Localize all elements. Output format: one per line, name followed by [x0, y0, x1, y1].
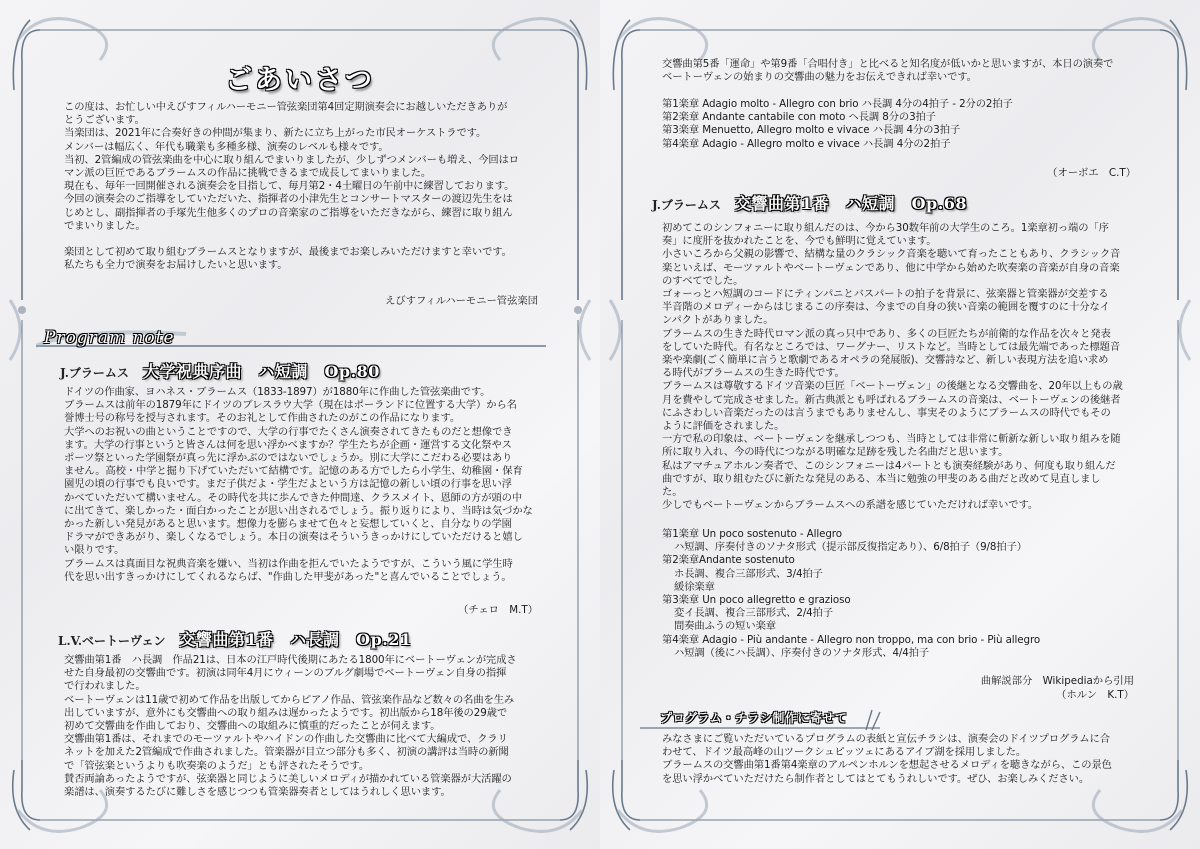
piece1-line: ブラームスは前年の1879年にドイツのブレスラウ大学（現在はポーランドに位置する大学）から名 [64, 399, 517, 412]
piece3-line: のすべてでした。 [662, 274, 744, 287]
piece1-line: かった新しい発見があると思います。想像力を膨らませて色々と妄想していくと、自分なりの学園 [64, 518, 512, 531]
piece2-work: 交響曲第1番 ハ長調 Op.21 [179, 630, 412, 649]
piece1-line: ドラマができあがり、楽しくなるでしょう。本日の演奏はそういうきっかけにしていただけると嬉し [64, 531, 523, 544]
movement-title: 第2楽章Andante sostenuto [662, 554, 795, 567]
piece3-line: 月を費やして完成させました。新古典派とも呼ばれるブラームスの音楽は、ベートーヴェンの後継者 [662, 393, 1121, 406]
greeting-title: ごあいさつ [225, 65, 375, 96]
piece2-line: 交響曲第1番は、それまでのモーツァルトやハイドンの作曲した交響曲に比べて大編成で、クラリ [64, 733, 508, 746]
greeting-signature: えびすフィルハーモニー管弦楽団 [385, 295, 538, 307]
piece2-line: せた自身最初の交響曲です。初演は同年4月にウィーンのブルグ劇場でベートーヴェン自身の指揮 [64, 667, 507, 680]
piece3-line: ように評価をされました。 [662, 420, 785, 433]
piece3-work: 交響曲第1番 ハ短調 Op.68 [734, 194, 968, 213]
piece3-line: 小さいころから父親の影響で、結構な量のクラシック音楽を聴いて育ったこともあり、クラシック音 [662, 248, 1121, 261]
piece3-line: 私はアマチュアホルン奏者で、このシンフォニーは4パートとも演奏経験があり、何度も取り組んだ [662, 459, 1116, 472]
flyer-line: ブラームスの交響曲第1番第4楽章のアルペンホルンを想起させるメロディを聴きながら、この景色 [662, 759, 1112, 772]
piece3-line: 楽といえば、モーツァルトやベートーヴェンであり、他に中学から始めた吹奏楽の音楽が自身の音楽 [662, 261, 1120, 274]
piece3-line: をしていた時代。有名なところでは、ワーグナー、リストなど。当時としては最先端であった標題音 [662, 340, 1121, 353]
piece3-movements [662, 528, 1162, 660]
piece1-signature: （チェロ M.T） [458, 604, 538, 616]
piece3-line: 初めてこのシンフォニーに取り組んだのは、今から30数年前の大学生のころ。1楽章初っ端の「序 [662, 222, 1109, 234]
piece3-line: ブラームスは尊敬するドイツ音楽の巨匠「ベートーヴェン」の後継となる交響曲を、20年以上もの歳 [662, 380, 1123, 393]
piece1-work: 大学祝典序曲 ハ短調 Op.80 [142, 362, 380, 381]
piece2-cont-line: ベートーヴェンの始まりの交響曲の魅力をお伝えできれば幸いです。 [662, 71, 977, 84]
piece3-line: にふさわしい音楽だったのは言うまでもありませんし、事実そのようにブラームスの時代でもその [662, 406, 1111, 419]
piece3-signature: （ホルン K.T） [1056, 689, 1134, 701]
piece3-heading [652, 191, 967, 214]
piece3-line: た。 [662, 486, 683, 499]
piece2-cont-line: 交響曲第5番「運命」や第9番「合唱付き」と比べると知名度が低いかと思いますが、本日の演奏で [662, 58, 1114, 70]
piece1-line: い限りです。 [64, 544, 125, 557]
wikipedia-citation: 曲解説部分 Wikipediaから引用 [980, 675, 1134, 687]
piece1-line: かべていただいて構いません。その時代を共に歩んできた仲間達、クラスメイト、恩師の方が頭の中 [64, 491, 523, 504]
piece1-composer: J.ブラームス [60, 366, 129, 380]
piece3-line: る時代がブラームスの生きた時代です。 [662, 367, 845, 380]
greeting-line: この度は、お忙しい中えびすフィルハーモニー管弦楽団第4回定期演奏会にお越しいただきありが [64, 101, 508, 113]
piece2-continued-body [662, 58, 1162, 84]
piece3-line: 半音階のメロディーからはじまるこの序奏は、今までの自身の狭い音楽の範囲を覆すのに十分なイ [662, 301, 1110, 314]
piece3-line: 一方で私の印象は、ベートーヴェンを継承しつつも、当時としては非常に斬新な新しい取り組みを随 [662, 433, 1121, 446]
movement-title: 第4楽章 Adagio - Più andante - Allegro non troppo, ma con brio - Più allegro [662, 633, 1041, 646]
piece1-line: 誉博士号の称号を授与されます。そのお礼として作曲されたのがこの作品になります。 [64, 412, 461, 425]
piece1-line: ブラームスは真面目な祝典音楽を嫌い、当初は作曲を拒んでいたようですが、こういう風に学生時 [64, 557, 513, 570]
piece3-line: 所に取り入れ、今の時代につながる明確な足跡を残した名曲だと思います。 [662, 446, 1009, 459]
greeting-line: メンバーは幅広く、年代も職業も多種多様、演奏のレベルも様々です。 [64, 140, 389, 153]
movement-detail: 緩徐楽章 [674, 580, 715, 593]
piece2-signature: （オーボエ C.T） [1047, 167, 1136, 179]
piece1-line: 園児の頃の行事でも良いです。まだ子供だよ・学生だよという方は記憶の新しい頃の行事を思い浮 [64, 478, 512, 491]
piece1-line: ポーツ祭といった学園祭が真っ先に浮かぶのではないでしょうか。別に大学にこだわる必要はあり [64, 452, 513, 465]
greeting-line: じめとし、副指揮者の手塚先生他多くのプロの音楽家のご指導をいただきながら、練習に取り組ん [64, 206, 513, 219]
piece2-line: で「管弦楽というよりも吹奏楽のようだ」とも評されたそうです。 [64, 759, 370, 772]
piece2-heading [58, 627, 412, 650]
flyer-line: を思い浮かべていただけたら制作者としてはとてもうれしいです。ぜひ、お楽しみください。 [662, 772, 1090, 785]
piece2-line: 初めて交響曲を作曲しており、交響曲への取組みに慎重的だったことが伺えます。 [64, 720, 441, 733]
greeting-line: 楽団として初めて取り組むブラームスとなりますが、最後までお楽しみいただけますと幸いです。 [64, 246, 512, 259]
piece2-line: 賛否両論あったようですが、弦楽器と同じように美しいメロディが描かれている管楽器が大活躍の [64, 772, 512, 785]
piece3-body [662, 222, 1162, 512]
movement-detail: 間奏曲ふうの短い楽章 [674, 620, 776, 633]
movement-line: 第4楽章 Adagio - Allegro molto e vivace ハ長調 4分の2拍子 [662, 137, 951, 150]
piece3-line: 奏」に度肝を抜かれたことを、今でも鮮明に覚えています。 [662, 235, 937, 248]
piece1-line: ます。大学の行事というと皆さんは何を思い浮かべますか？学生たちが企画・運営する文化祭やス [64, 438, 512, 451]
piece1-line: 代を思い出すきっかけにしてくれるならば、"作曲した甲斐があった"と喜んでいることでしょう。 [64, 570, 512, 583]
piece2-movements [662, 98, 1162, 151]
piece2-body [64, 654, 556, 799]
piece1-heading [60, 359, 380, 382]
movement-title: 第1楽章 Un poco sostenuto - Allegro [662, 528, 842, 540]
greeting-line: 当初、2管編成の管弦楽曲を中心に取り組んでまいりましたが、少しずつメンバーも増え、今回はロ [64, 153, 520, 166]
flyer-line: みなさまにご覧いただいているプログラムの表紙と宣伝チラシは、演奏会のドイツプログラムに合 [662, 733, 1110, 745]
piece2-line: ネットを加えた2管編成で作曲されました。管楽器が目立つ部分も多く、初演の講評は当時の新聞 [64, 746, 509, 759]
greeting-line: でまいりました。 [64, 219, 146, 232]
flyer-body [662, 733, 1162, 786]
piece3-composer: J.ブラームス [652, 198, 721, 212]
piece1-body [64, 386, 556, 584]
greeting-line [64, 233, 554, 246]
flyer-line: わせて、ドイツ最高峰の山ツークシュピッツェにあるアイブ湖を採用しました。 [662, 746, 1027, 759]
greeting-body [64, 101, 554, 273]
movement-detail: ハ短調（後にハ長調）、序奏付きのソナタ形式、4/4拍子 [674, 646, 930, 659]
piece3-line: ンパクトがありました。 [662, 314, 774, 327]
greeting-line: マン派の巨匠であるブラームスの作品に挑戦できるまで成長してまいりました。 [64, 167, 432, 180]
piece3-line: 曲ですが、取り組むたびに新たな発見のある、本当に勉強の甲斐のある曲だと改めて見直しまし [662, 472, 1101, 485]
piece2-line: 楽譜は、演奏するたびに難しさを感じつつも管楽器奏者としてはうれしく思います。 [64, 786, 451, 799]
right-page [600, 0, 1200, 849]
piece2-line: 交響曲第1番 ハ長調 作品21は、日本の江戸時代後期にあたる1800年にベートーヴェンが完成さ [64, 654, 517, 666]
movement-line: 第1楽章 Adagio molto - Allegro con brio ハ長調 4分の4拍子 - 2分の2拍子 [662, 98, 1013, 110]
piece1-line: に出てきて、楽しかった・面白かったことが思い出されるでしょう。振り返りにより、当時は気づかな [64, 504, 533, 517]
piece3-line: ブラームスの生きた時代ロマン派の真っ只中であり、多くの巨匠たちが前衛的な作品を次々と発表 [662, 327, 1111, 340]
greeting-line: 私たちも全力で演奏をお届けしたいと思います。 [64, 259, 288, 272]
program-note-title: Program note [44, 328, 175, 348]
piece1-line: ドイツの作曲家、ヨハネス・ブラームス（1833-1897）が1880年に作曲した管弦楽曲です。 [64, 386, 491, 398]
piece3-line: ゴォーっとハ短調のコードにティンパニとバスパートの拍子を背景に、弦楽器と管楽器が交差する [662, 288, 1109, 301]
piece2-line: で行われました。 [64, 680, 146, 693]
piece3-line: 少しでもベートーヴェンからブラームスへの系譜を感じていただければ幸いです。 [662, 499, 1039, 512]
piece2-line: ベートーヴェンは11歳で初めて作品を出版してからピアノ作品、管弦楽作品など数々の名曲を生み [64, 693, 515, 706]
movement-line: 第2楽章 Andante cantabile con moto ヘ長調 8分の3拍子 [662, 111, 936, 124]
greeting-line: 現在も、毎年一回開催される演奏会を目指して、毎月第2・4土曜日の午前中に練習しております。 [64, 180, 515, 193]
piece2-composer: L.V.ベートーヴェン [58, 634, 166, 648]
greeting-line: 今回の演奏会のご指導をしていただいた、指揮者の小津先生とコンサートマスターの渡辺先生をは [64, 193, 513, 206]
movement-detail: ハ短調、序奏付きのソナタ形式（提示部反復指定あり）、6/8拍子（9/8拍子） [674, 541, 1027, 554]
greeting-line: 当楽団は、2021年に合奏好きの仲間が集まり、新たに立ち上がった市民オーケストラです。 [64, 127, 487, 140]
piece1-line: ません。高校・中学と掘り下げていただいて結構です。記憶のある方でしたら小学生、幼稚園・保育 [64, 465, 523, 478]
movement-title: 第3楽章 Un poco allegretto e grazioso [662, 594, 851, 607]
flyer-heading: プログラム・チラシ制作に寄せて [660, 711, 848, 725]
movement-line: 第3楽章 Menuetto, Allegro molto e vivace ハ長調 4分の3拍子 [662, 124, 961, 137]
piece2-line: 出していますが、意外にも交響曲への取り組みは遅かったようです。初出版から18年後の29歳で [64, 706, 508, 719]
movement-detail: ホ長調、複合三部形式、3/4拍子 [674, 567, 823, 580]
movement-detail: 変イ長調、複合三部形式、2/4拍子 [674, 607, 834, 620]
greeting-line: とうございます。 [64, 114, 145, 127]
piece3-line: 楽や楽劇(ごく簡単に言うと歌劇であるオペラの発展版)、交響詩など、新しい表現方法を追い求め [662, 354, 1109, 367]
piece1-line: 大学へのお祝いの曲ということですので、大学の行事でたくさん演奏されてきたものだと想像でき [64, 425, 513, 438]
